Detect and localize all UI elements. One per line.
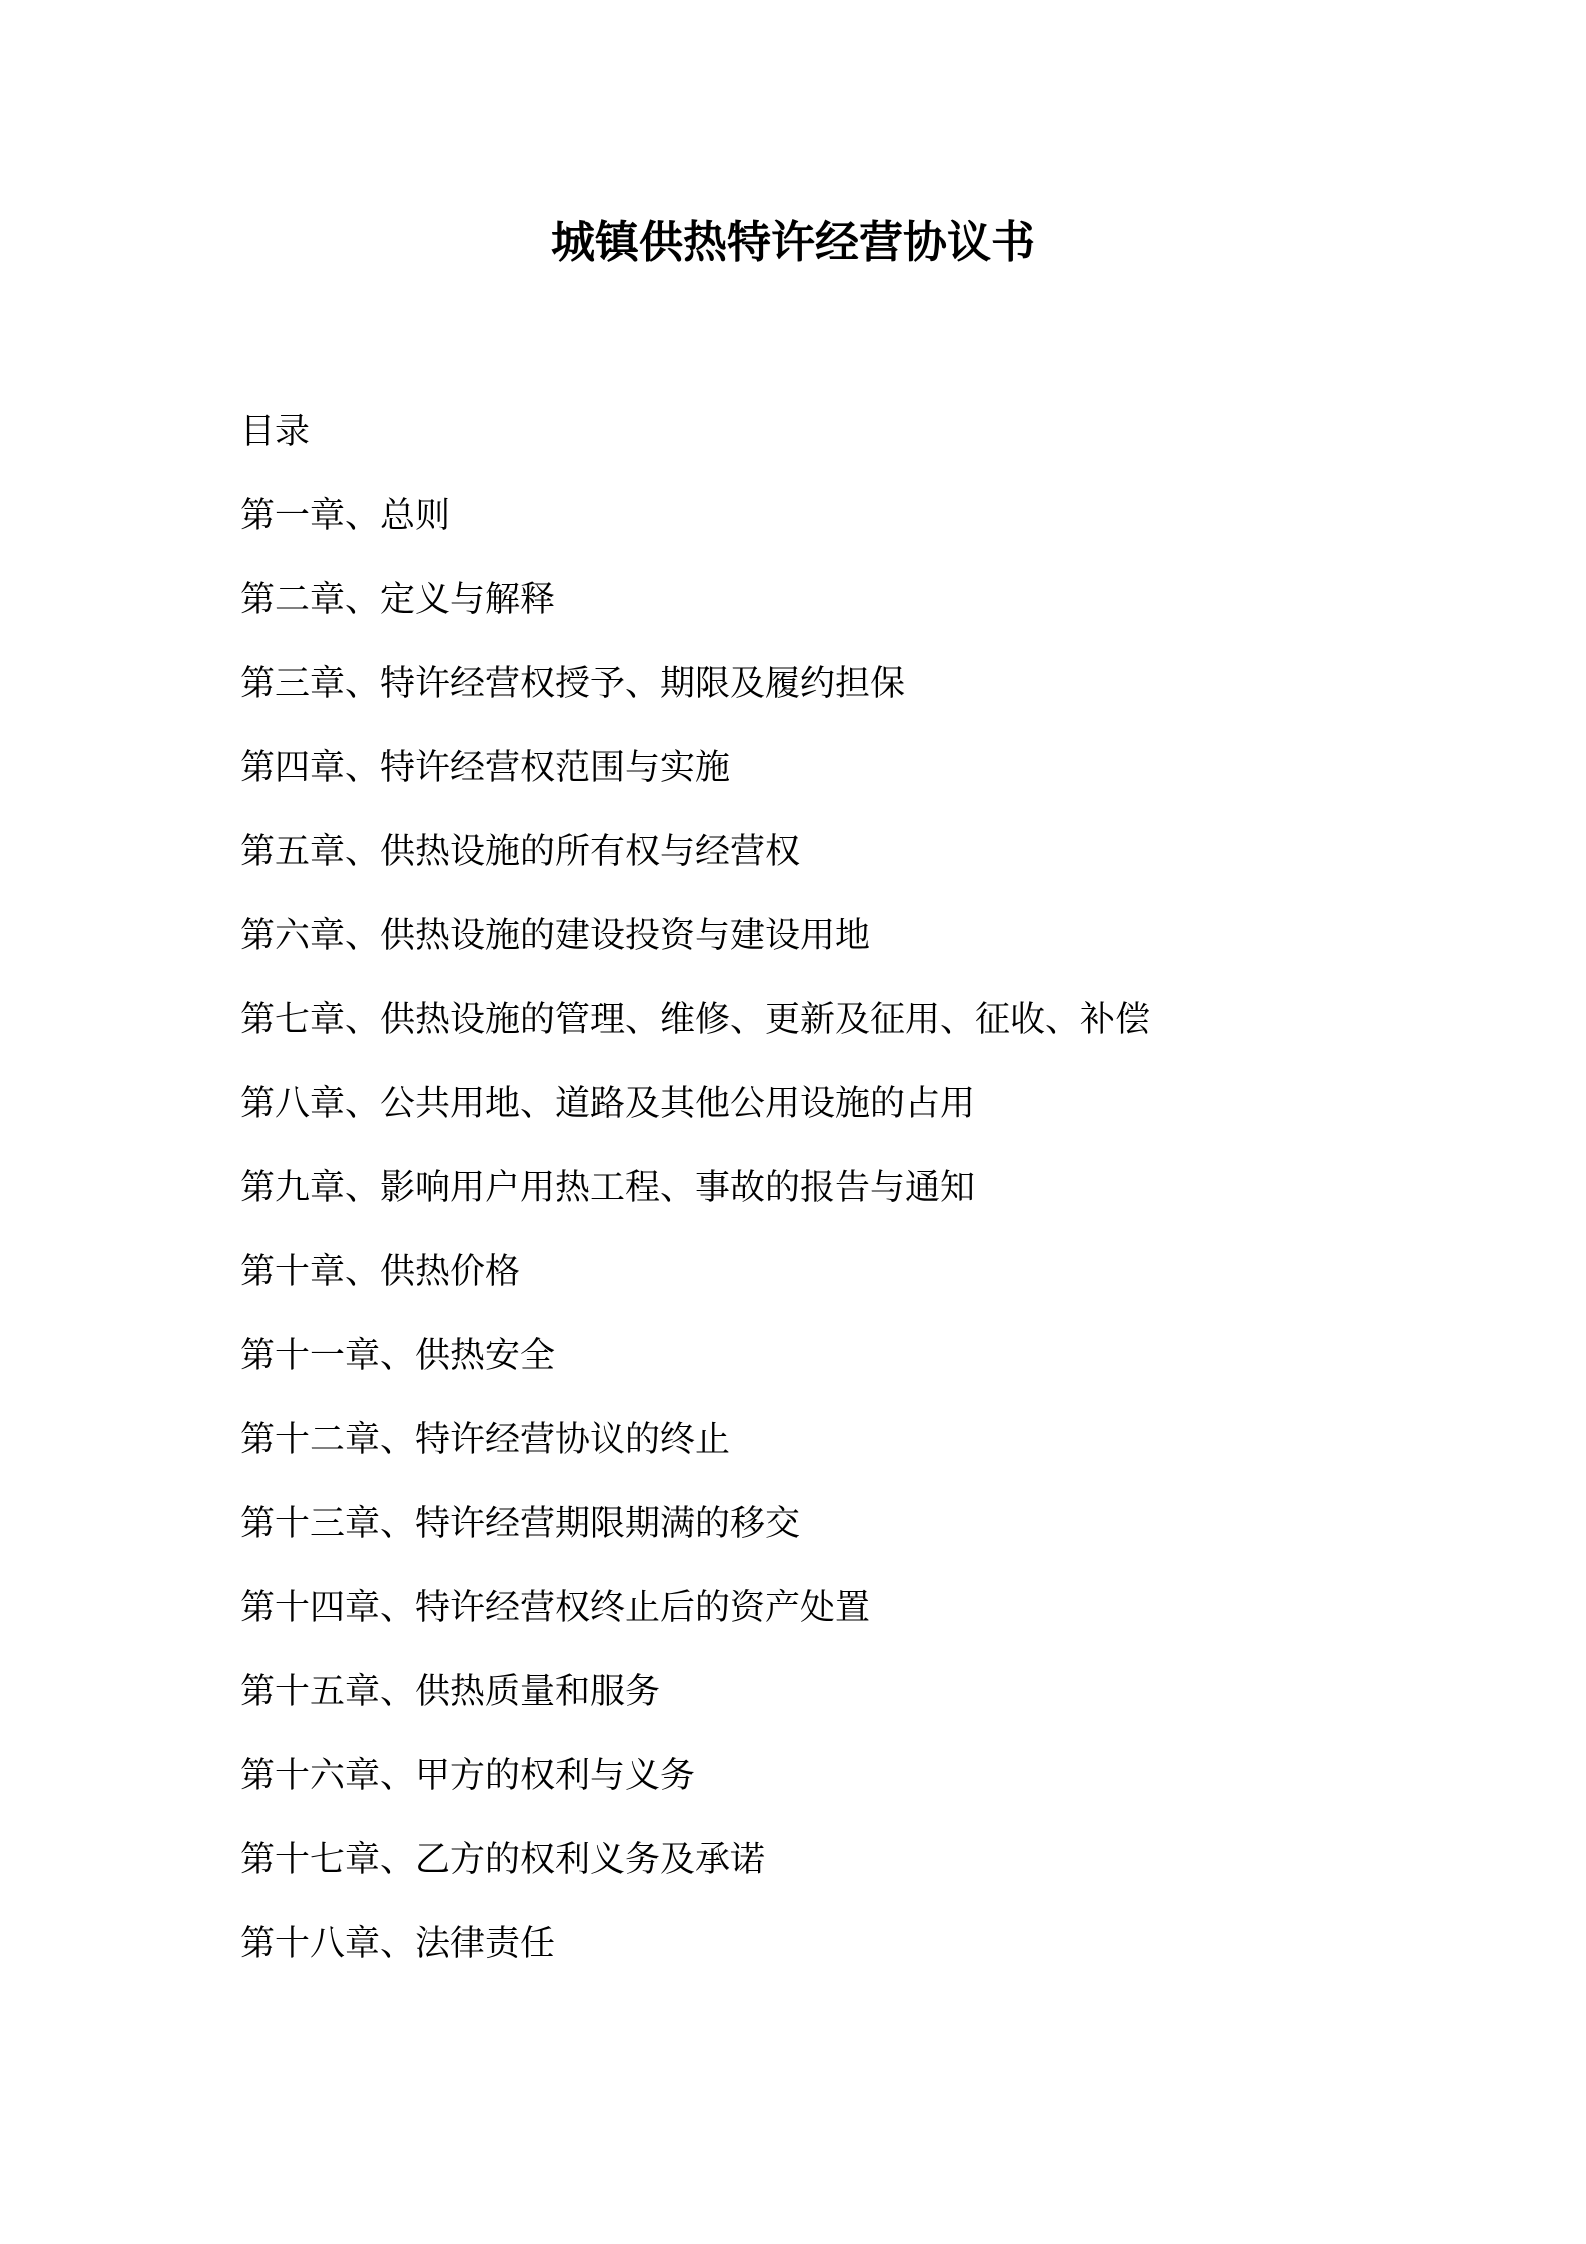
toc-list (240, 491, 1390, 2003)
toc-chapter-1: 第一章、总则 (240, 496, 451, 536)
toc-chapter-14: 第十四章、特许经营权终止后的资产处置 (240, 1588, 871, 1628)
toc-chapter-12: 第十二章、特许经营协议的终止 (240, 1420, 731, 1460)
toc-chapter-11: 第十一章、供热安全 (240, 1336, 556, 1376)
toc-heading: 目录 (240, 412, 311, 452)
toc-chapter-3: 第三章、特许经营权授予、期限及履约担保 (240, 664, 906, 704)
toc-chapter-2: 第二章、定义与解释 (240, 580, 556, 620)
toc-chapter-16: 第十六章、甲方的权利与义务 (240, 1756, 696, 1796)
table-of-contents (240, 407, 1390, 2003)
toc-chapter-4: 第四章、特许经营权范围与实施 (240, 748, 731, 788)
toc-chapter-13: 第十三章、特许经营期限期满的移交 (240, 1504, 801, 1544)
toc-chapter-5: 第五章、供热设施的所有权与经营权 (240, 832, 801, 872)
toc-chapter-17: 第十七章、乙方的权利义务及承诺 (240, 1840, 766, 1880)
toc-chapter-6: 第六章、供热设施的建设投资与建设用地 (240, 916, 871, 956)
toc-chapter-7: 第七章、供热设施的管理、维修、更新及征用、征收、补偿 (240, 1000, 1151, 1040)
document-title: 城镇供热特许经营协议书 (551, 217, 1035, 268)
toc-chapter-18: 第十八章、法律责任 (240, 1924, 556, 1964)
toc-chapter-8: 第八章、公共用地、道路及其他公用设施的占用 (240, 1084, 976, 1124)
toc-chapter-10: 第十章、供热价格 (240, 1252, 521, 1292)
toc-chapter-15: 第十五章、供热质量和服务 (240, 1672, 661, 1712)
toc-chapter-9: 第九章、影响用户用热工程、事故的报告与通知 (240, 1168, 976, 1208)
